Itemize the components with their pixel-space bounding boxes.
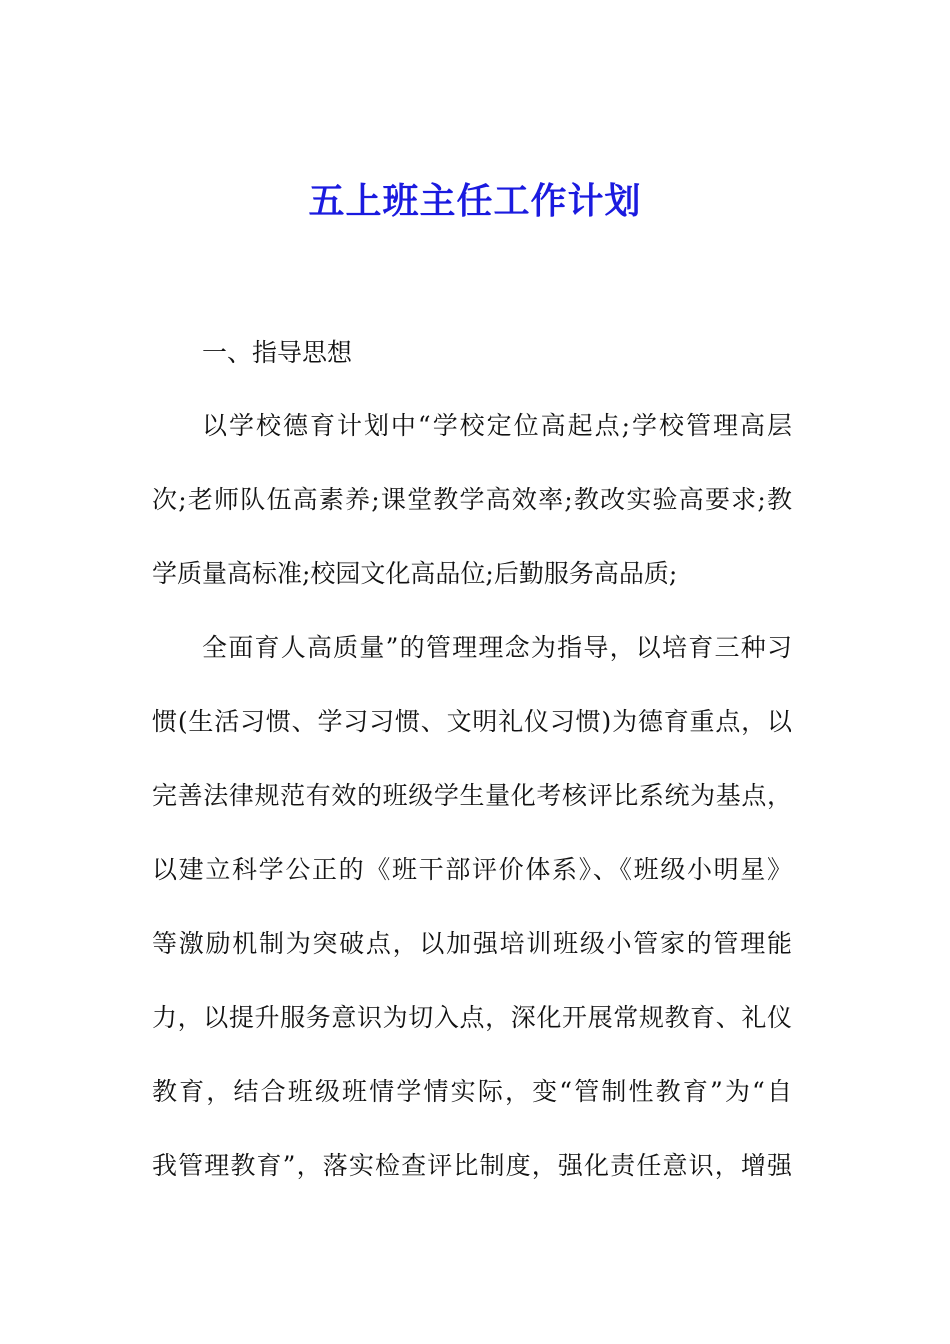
paragraph-line: 次;老师队伍高素养;课堂教学高效率;教改实验高要求;教 xyxy=(152,485,792,514)
paragraph-line: 我管理教育”，落实检查评比制度，强化责任意识，增强 xyxy=(152,1151,792,1180)
paragraph-line: 力，以提升服务意识为切入点，深化开展常规教育、礼仪 xyxy=(152,1003,792,1032)
paragraph-line: 以学校德育计划中“学校定位高起点;学校管理高层 xyxy=(202,411,792,440)
paragraph-line: 以建立科学公正的《班干部评价体系》、《班级小明星》 xyxy=(152,855,792,884)
paragraph-line: 完善法律规范有效的班级学生量化考核评比系统为基点， xyxy=(152,781,792,810)
paragraph-line: 惯(生活习惯、学习习惯、文明礼仪习惯)为德育重点，以 xyxy=(152,707,792,736)
paragraph-line: 教育，结合班级班情学情实际，变“管制性教育”为“自 xyxy=(152,1077,792,1106)
paragraph-line: 等激励机制为突破点，以加强培训班级小管家的管理能 xyxy=(152,929,792,958)
paragraph-line: 学质量高标准;校园文化高品位;后勤服务高品质; xyxy=(152,559,678,588)
section-heading: 一、指导思想 xyxy=(202,338,353,367)
document-title: 五上班主任工作计划 xyxy=(308,181,642,222)
paragraph-line: 全面育人高质量”的管理理念为指导，以培育三种习 xyxy=(202,633,792,662)
